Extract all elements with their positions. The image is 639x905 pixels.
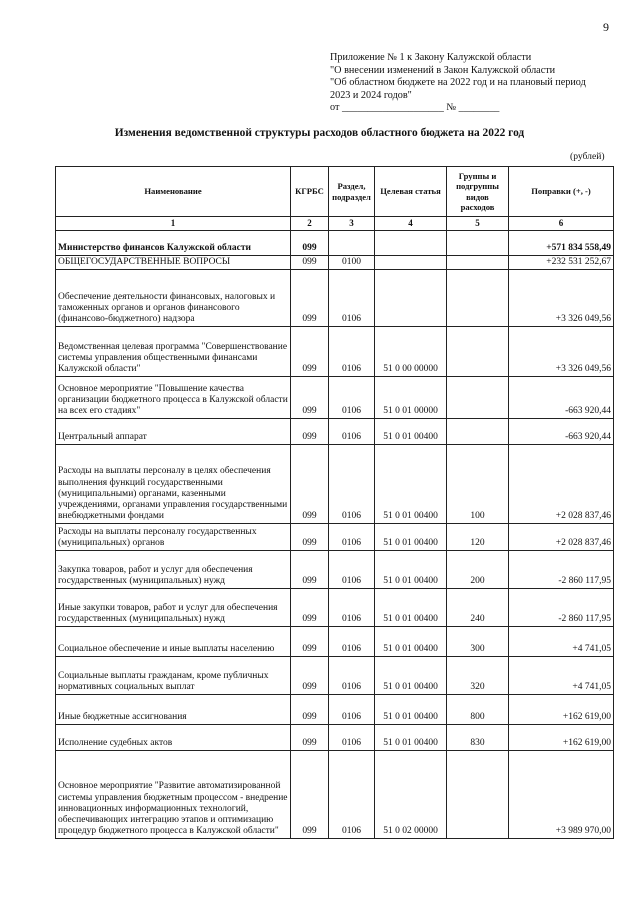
row-expense-group (447, 419, 509, 445)
table-row (56, 377, 614, 419)
table-row (56, 551, 614, 589)
row-target-article: 51 0 01 00000 (375, 377, 447, 419)
row-razdel: 0106 (329, 445, 375, 524)
row-kgrbs: 099 (291, 270, 329, 327)
appendix-header (330, 52, 630, 115)
row-target-article: 51 0 02 00000 (375, 751, 447, 839)
row-name: Министерство финансов Калужской области (56, 231, 291, 256)
row-kgrbs: 099 (291, 751, 329, 839)
row-razdel (329, 231, 375, 256)
column-number: 2 (291, 217, 329, 231)
row-expense-group (447, 327, 509, 377)
table-row (56, 751, 614, 839)
table-row (56, 627, 614, 657)
row-expense-group (447, 256, 509, 270)
table-row (56, 327, 614, 377)
appendix-line: 2023 и 2024 годов" (330, 89, 412, 101)
row-amount: +3 989 970,00 (509, 751, 614, 839)
header-razdel: Раздел, подраздел (329, 167, 375, 217)
row-kgrbs: 099 (291, 445, 329, 524)
row-amount: -663 920,44 (509, 419, 614, 445)
row-expense-group: 300 (447, 627, 509, 657)
row-target-article: 51 0 01 00400 (375, 589, 447, 627)
row-expense-group (447, 231, 509, 256)
row-razdel: 0106 (329, 270, 375, 327)
table-row (56, 419, 614, 445)
row-kgrbs: 099 (291, 589, 329, 627)
row-kgrbs: 099 (291, 695, 329, 725)
row-name: Центральный аппарат (56, 419, 291, 445)
column-number: 3 (329, 217, 375, 231)
row-razdel: 0106 (329, 551, 375, 589)
document-title: Изменения ведомственной структуры расходов областного бюджета на 2022 год (114, 127, 525, 139)
row-target-article: 51 0 01 00400 (375, 419, 447, 445)
table-row (56, 695, 614, 725)
table-row (56, 657, 614, 695)
appendix-line: Приложение № 1 к Закону Калужской области (330, 52, 532, 63)
row-target-article: 51 0 01 00400 (375, 725, 447, 751)
row-kgrbs: 099 (291, 377, 329, 419)
row-kgrbs: 099 (291, 657, 329, 695)
header-expense-groups: Группы и подгруппы видов расходов (447, 167, 509, 217)
appendix-line: от ____________________ № ________ (330, 102, 500, 114)
table-row (56, 524, 614, 551)
row-name: Закупка товаров, работ и услуг для обеспечения государственных (муниципальных) нужд (56, 551, 291, 589)
budget-table (55, 166, 614, 839)
table-row (56, 445, 614, 524)
row-expense-group: 240 (447, 589, 509, 627)
row-amount: +3 326 049,56 (509, 270, 614, 327)
row-razdel: 0106 (329, 589, 375, 627)
column-number: 4 (375, 217, 447, 231)
row-razdel: 0106 (329, 327, 375, 377)
row-razdel: 0100 (329, 256, 375, 270)
row-expense-group: 200 (447, 551, 509, 589)
row-target-article: 51 0 01 00400 (375, 551, 447, 589)
table-header-row (56, 167, 614, 217)
units-label: (рублей) (570, 151, 605, 162)
row-razdel: 0106 (329, 524, 375, 551)
column-number: 1 (56, 217, 291, 231)
row-amount: +162 619,00 (509, 695, 614, 725)
row-name: ОБЩЕГОСУДАРСТВЕННЫЕ ВОПРОСЫ (56, 256, 291, 270)
header-kgrbs: КГРБС (291, 167, 329, 217)
row-amount: +4 741,05 (509, 627, 614, 657)
row-razdel: 0106 (329, 725, 375, 751)
row-name: Основное мероприятие "Развитие автоматизированной системы управления бюджетным процессом - внедрение инновационных информационных технологий, обеспечивающих интеграцию этапов и оптимизацию процедур бюджетного процесса в Калужской области" (56, 751, 291, 839)
row-razdel: 0106 (329, 657, 375, 695)
row-amount: +232 531 252,67 (509, 256, 614, 270)
row-razdel: 0106 (329, 419, 375, 445)
row-target-article: 51 0 01 00400 (375, 657, 447, 695)
row-expense-group: 800 (447, 695, 509, 725)
table-row (56, 270, 614, 327)
row-amount: +2 028 837,46 (509, 524, 614, 551)
column-number: 6 (509, 217, 614, 231)
row-kgrbs: 099 (291, 551, 329, 589)
row-razdel: 0106 (329, 695, 375, 725)
row-name: Исполнение судебных актов (56, 725, 291, 751)
row-name: Иные закупки товаров, работ и услуг для обеспечения государственных (муниципальных) нужд (56, 589, 291, 627)
row-expense-group: 100 (447, 445, 509, 524)
row-amount: +4 741,05 (509, 657, 614, 695)
row-name: Обеспечение деятельности финансовых, налоговых и таможенных органов и органов финансового (финансово-бюджетного) надзора (56, 270, 291, 327)
row-amount: +162 619,00 (509, 725, 614, 751)
page-number: 9 (603, 20, 609, 34)
row-kgrbs: 099 (291, 327, 329, 377)
row-amount: +571 834 558,49 (509, 231, 614, 256)
row-target-article: 51 0 01 00400 (375, 445, 447, 524)
row-name: Основное мероприятие "Повышение качества организации бюджетного процесса в Калужской области на всех его стадиях" (56, 377, 291, 419)
row-razdel: 0106 (329, 751, 375, 839)
header-amendments: Поправки (+, -) (509, 167, 614, 217)
row-expense-group: 830 (447, 725, 509, 751)
row-name: Расходы на выплаты персоналу в целях обеспечения выполнения функций государственными (муниципальными) органами, казенными учреждениями, органами управления государственными внебюджетными фондами (56, 445, 291, 524)
row-amount: +2 028 837,46 (509, 445, 614, 524)
row-kgrbs: 099 (291, 524, 329, 551)
row-target-article: 51 0 01 00400 (375, 695, 447, 725)
row-amount: -663 920,44 (509, 377, 614, 419)
table-row (56, 725, 614, 751)
row-target-article: 51 0 00 00000 (375, 327, 447, 377)
row-expense-group (447, 377, 509, 419)
row-target-article: 51 0 01 00400 (375, 524, 447, 551)
row-expense-group (447, 751, 509, 839)
row-amount: +3 326 049,56 (509, 327, 614, 377)
row-name: Иные бюджетные ассигнования (56, 695, 291, 725)
row-expense-group (447, 270, 509, 327)
table-row (56, 589, 614, 627)
row-target-article (375, 270, 447, 327)
row-razdel: 0106 (329, 377, 375, 419)
table-row (56, 231, 614, 256)
row-razdel: 0106 (329, 627, 375, 657)
row-target-article (375, 256, 447, 270)
header-target-article: Целевая статья (375, 167, 447, 217)
row-name: Расходы на выплаты персоналу государственных (муниципальных) органов (56, 524, 291, 551)
row-target-article (375, 231, 447, 256)
column-number-row (56, 217, 614, 231)
column-number: 5 (447, 217, 509, 231)
row-name: Социальные выплаты гражданам, кроме публичных нормативных социальных выплат (56, 657, 291, 695)
row-kgrbs: 099 (291, 256, 329, 270)
row-amount: -2 860 117,95 (509, 589, 614, 627)
row-kgrbs: 099 (291, 627, 329, 657)
row-expense-group: 120 (447, 524, 509, 551)
row-kgrbs: 099 (291, 419, 329, 445)
row-kgrbs: 099 (291, 725, 329, 751)
table-row (56, 256, 614, 270)
row-name: Социальное обеспечение и иные выплаты населению (56, 627, 291, 657)
header-name: Наименование (56, 167, 291, 217)
row-target-article: 51 0 01 00400 (375, 627, 447, 657)
row-expense-group: 320 (447, 657, 509, 695)
row-amount: -2 860 117,95 (509, 551, 614, 589)
appendix-line: "О внесении изменений в Закон Калужской области (330, 64, 556, 76)
row-kgrbs: 099 (291, 231, 329, 256)
appendix-line: "Об областном бюджете на 2022 год и на плановый период (330, 77, 586, 89)
row-name: Ведомственная целевая программа "Совершенствование системы управления общественными финансами Калужской области" (56, 327, 291, 377)
